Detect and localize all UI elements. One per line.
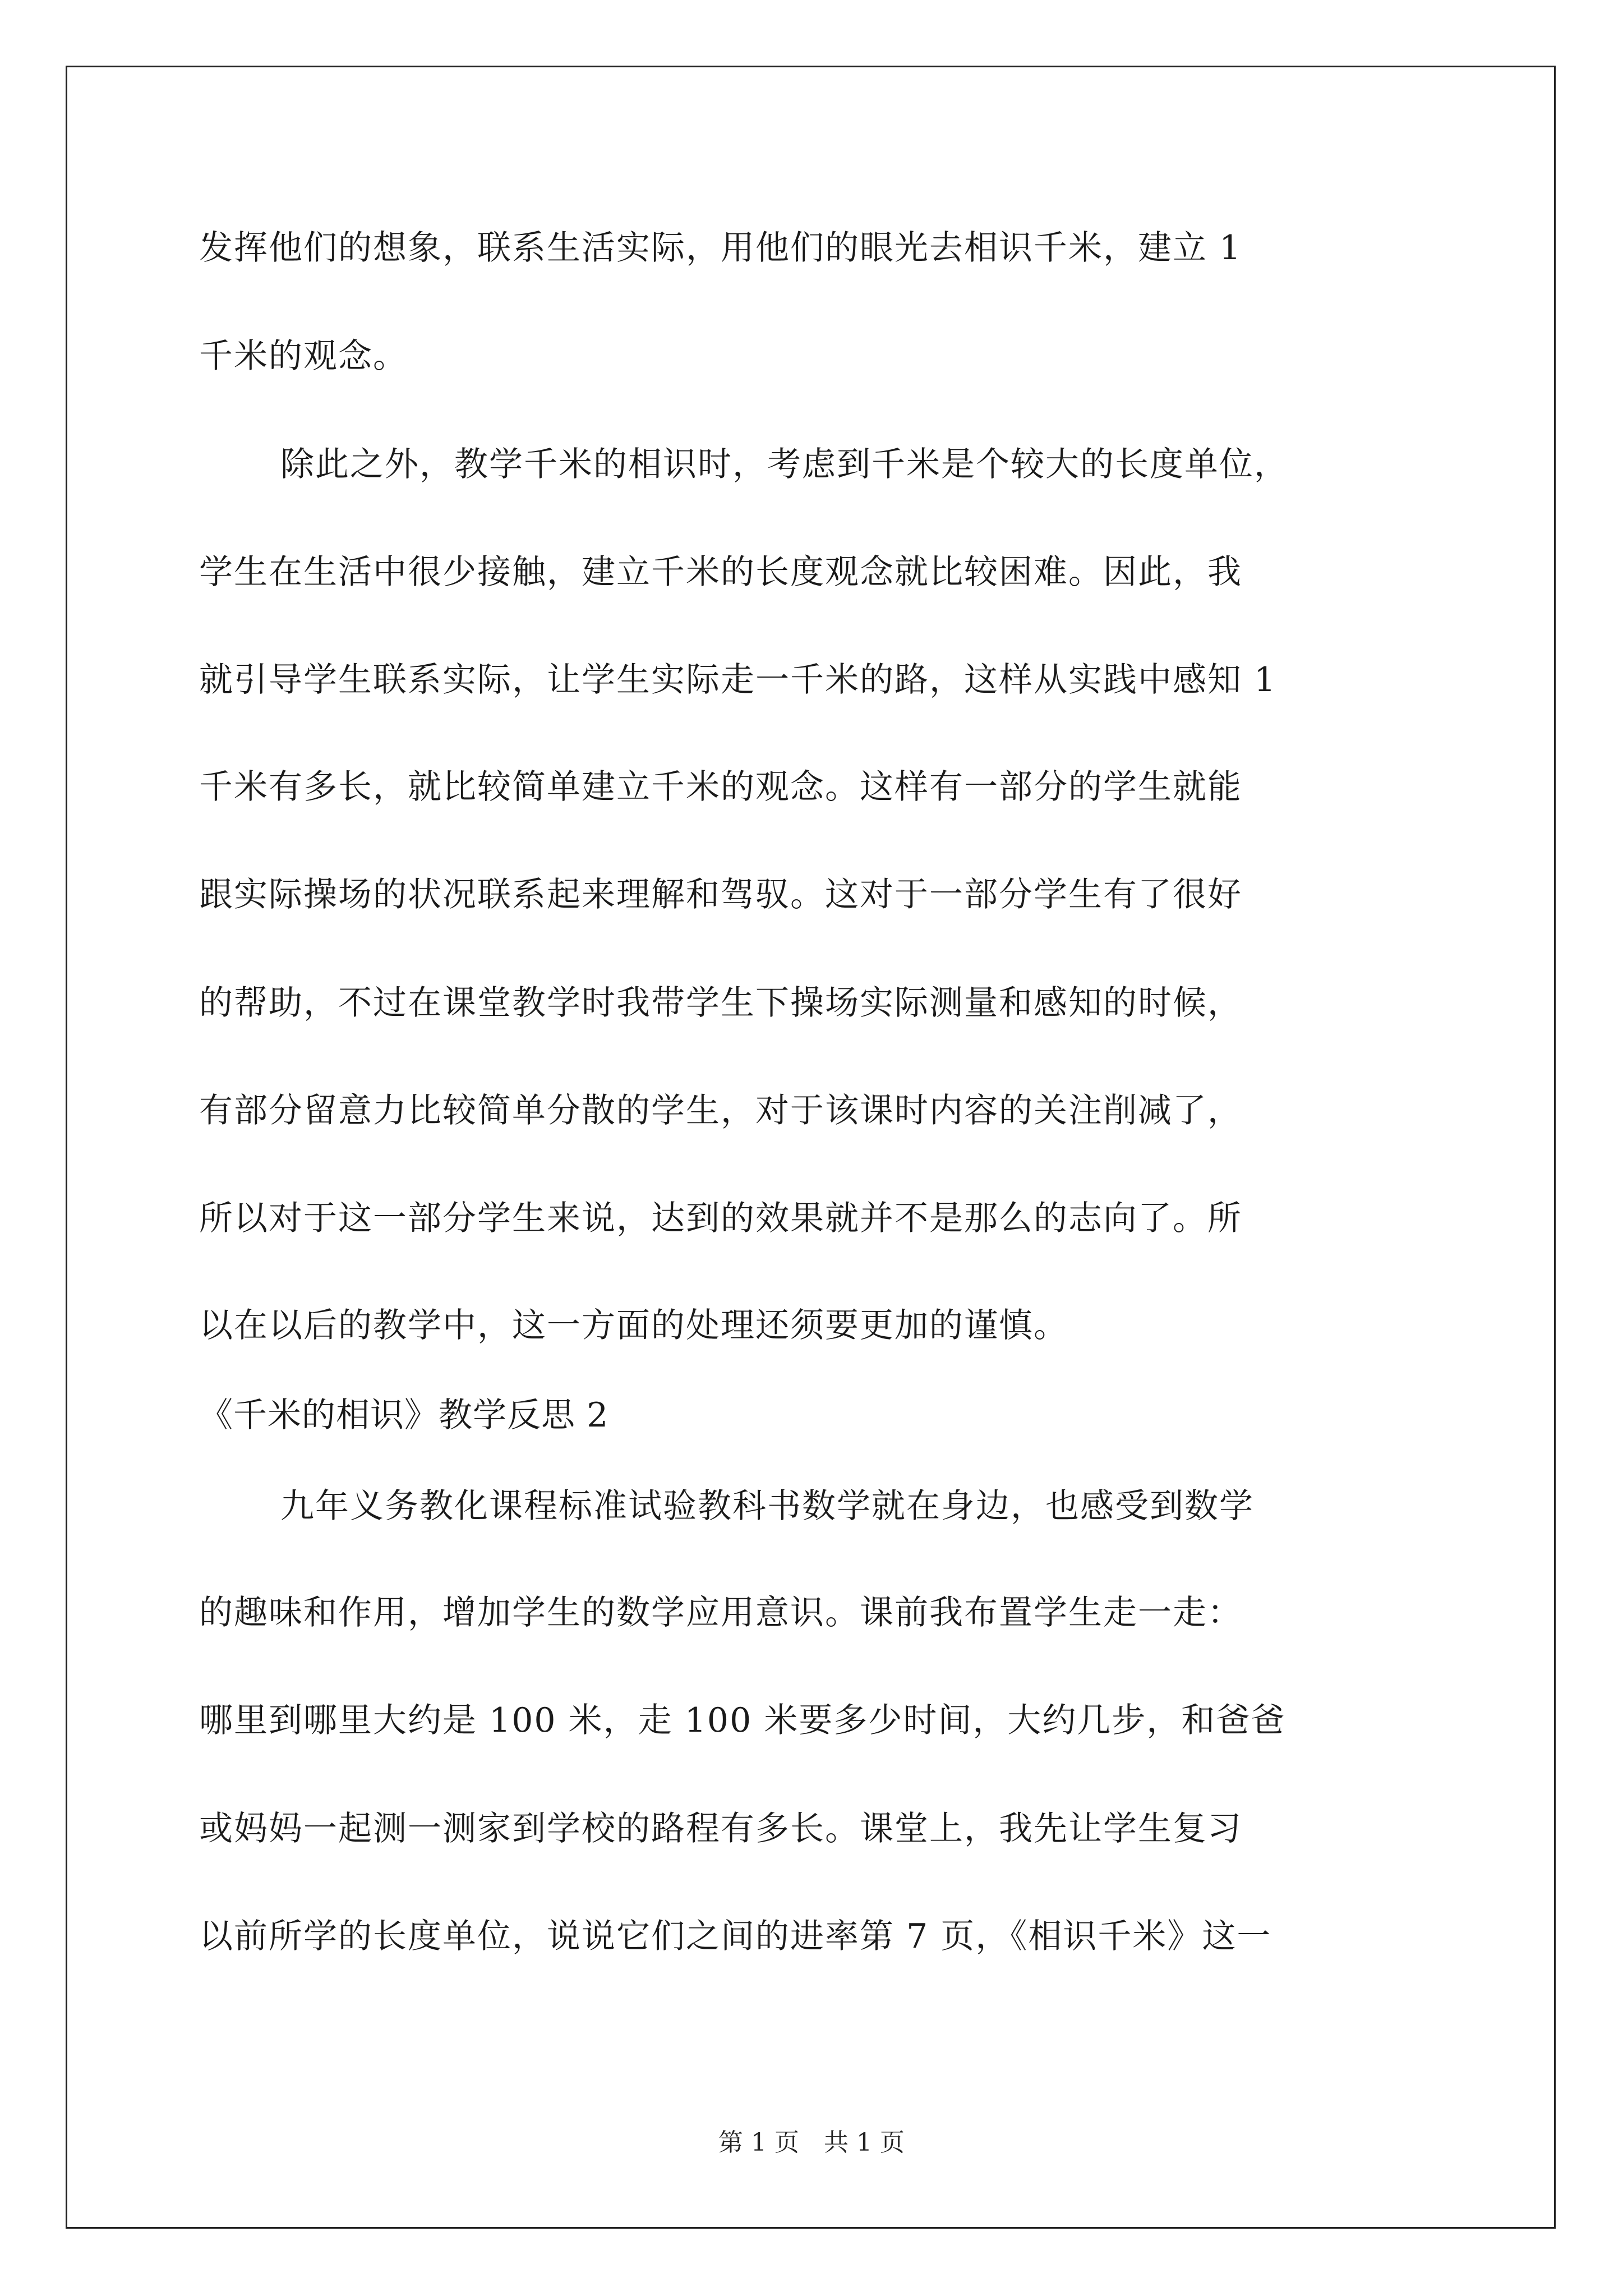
paragraph-start-line: 九年义务教化课程标准试验教科书数学就在身边，也感受到数学 [280,1487,1254,1526]
paragraph-start-line: 除此之外，教学千米的相识时，考虑到千米是个较大的长度单位， [280,445,1289,484]
text-line: 就引导学生联系实际，让学生实际走一千米的路，这样从实践中感知 1 [199,660,1277,700]
text-line: 跟实际操场的状况联系起来理解和驾驭。这对于一部分学生有了很好 [199,875,1242,914]
text-line: 学生在生活中很少接触，建立千米的长度观念就比较困难。因此，我 [199,553,1242,592]
text-line: 以前所学的长度单位，说说它们之间的进率第 7 页，《相识千米》这一 [199,1917,1272,1956]
text-line: 或妈妈一起测一测家到学校的路程有多长。课堂上，我先让学生复习 [199,1809,1242,1848]
text-line: 所以对于这一部分学生来说，达到的效果就并不是那么的志向了。所 [199,1199,1242,1238]
text-line: 的趣味和作用，增加学生的数学应用意识。课前我布置学生走一走： [199,1593,1242,1632]
text-line: 发挥他们的想象，联系生活实际，用他们的眼光去相识千米，建立 1 [199,228,1242,268]
text-line: 千米有多长，就比较简单建立千米的观念。这样有一部分的学生就能 [199,767,1242,807]
text-line: 千米的观念。 [199,337,408,376]
text-line: 以在以后的教学中，这一方面的处理还须要更加的谨慎。 [199,1306,1068,1345]
page-border [66,66,1556,2229]
text-line: 有部分留意力比较简单分散的学生，对于该课时内容的关注削减了， [199,1091,1242,1130]
section-heading: 《千米的相识》教学反思 2 [199,1396,609,1435]
page-footer: 第 1 页 共 1 页 [718,2128,905,2157]
text-line: 的帮助，不过在课堂教学时我带学生下操场实际测量和感知的时候， [199,983,1242,1023]
text-line: 哪里到哪里大约是 100 米，走 100 米要多少时间，大约几步，和爸爸 [199,1701,1286,1740]
